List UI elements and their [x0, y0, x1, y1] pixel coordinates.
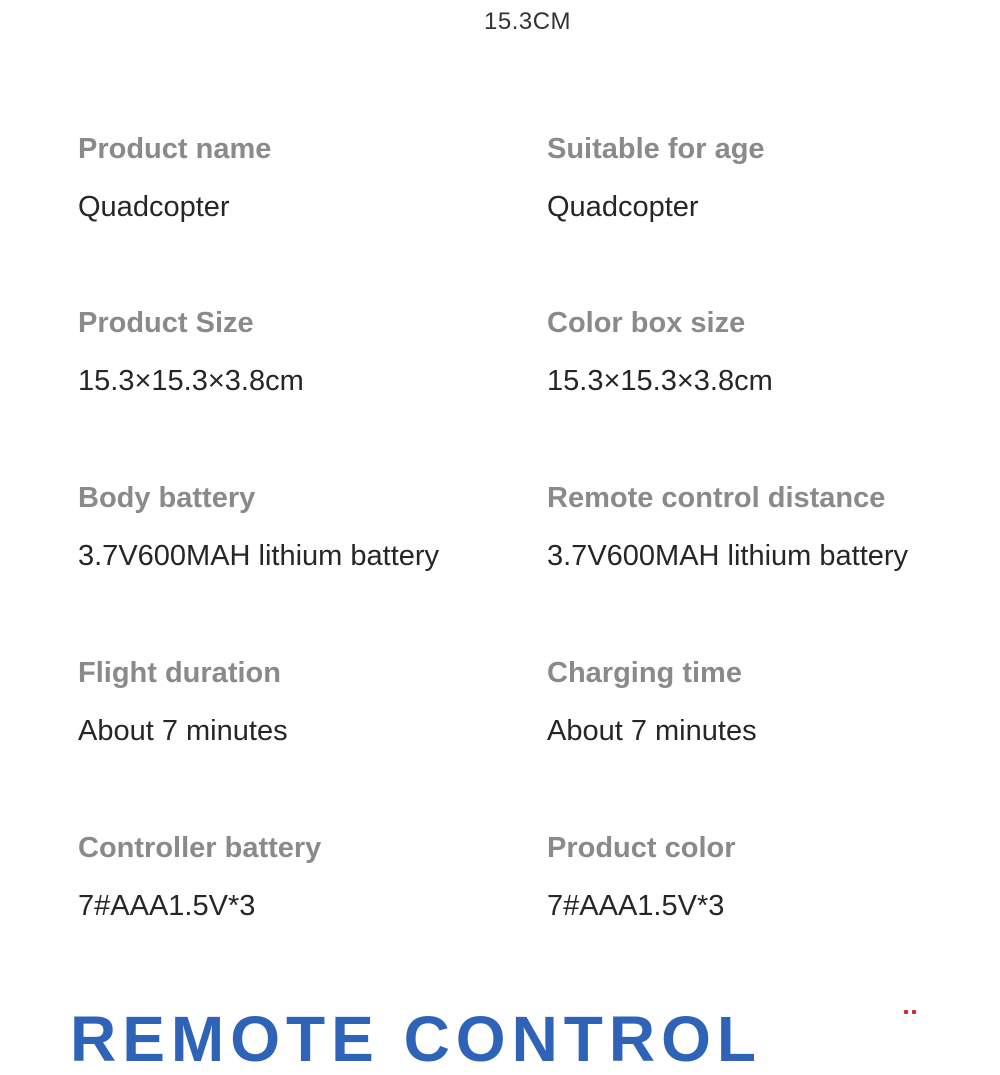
spec-controller-battery	[78, 830, 518, 924]
spec-value: 3.7V600MAH lithium battery	[547, 540, 909, 572]
spec-body-battery	[78, 480, 518, 574]
spec-label: Charging time	[547, 657, 742, 689]
spec-value: Quadcopter	[547, 191, 699, 223]
spec-label: Controller battery	[78, 832, 322, 864]
spec-value: Quadcopter	[78, 191, 230, 223]
spec-color-box-size	[547, 305, 987, 399]
spec-label: Product name	[78, 133, 272, 165]
spec-value: 3.7V600MAH lithium battery	[78, 540, 440, 572]
spec-product-size	[78, 305, 518, 399]
spec-label: Suitable for age	[547, 133, 765, 165]
spec-label: Flight duration	[78, 657, 281, 689]
spec-value: About 7 minutes	[547, 715, 757, 747]
accent-dots-icon	[904, 1010, 916, 1015]
spec-product-color	[547, 830, 987, 924]
spec-label: Color box size	[547, 307, 746, 339]
dimension-label: 15.3CM	[484, 8, 572, 35]
spec-label: Body battery	[78, 482, 256, 514]
spec-value: 7#AAA1.5V*3	[547, 890, 725, 922]
spec-value: 7#AAA1.5V*3	[78, 890, 256, 922]
spec-suitable-age	[547, 131, 987, 225]
spec-label: Remote control distance	[547, 482, 886, 514]
spec-flight-duration	[78, 655, 518, 749]
spec-remote-distance	[547, 480, 987, 574]
remote-control-banner: REMOTE CONTROL	[70, 1003, 762, 1075]
spec-value: 15.3×15.3×3.8cm	[547, 365, 773, 397]
spec-charging-time	[547, 655, 987, 749]
spec-value: 15.3×15.3×3.8cm	[78, 365, 304, 397]
spec-label: Product Size	[78, 307, 254, 339]
spec-product-name	[78, 131, 518, 225]
spec-label: Product color	[547, 832, 736, 864]
spec-value: About 7 minutes	[78, 715, 288, 747]
